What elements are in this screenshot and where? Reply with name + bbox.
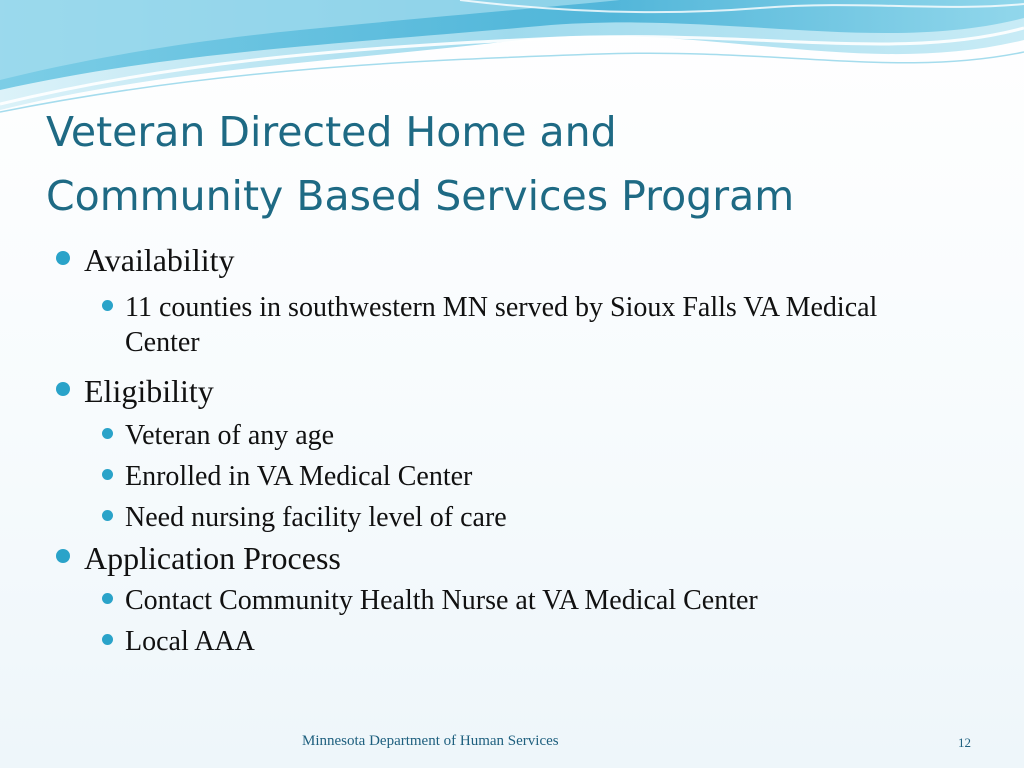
list-item (125, 290, 925, 360)
section-heading-application-process (84, 540, 341, 576)
bullet-icon (102, 300, 113, 311)
page-number: 12 (958, 735, 971, 750)
bullet-icon (56, 549, 70, 563)
section-heading-label: Availability (84, 242, 235, 278)
list-item-label: 11 counties in southwestern MN served by Sioux Falls VA Medical Center (125, 292, 878, 358)
section-heading-eligibility (84, 373, 214, 409)
slide-title-line-2: Community Based Services Program (46, 172, 795, 220)
bullet-icon (56, 251, 70, 265)
list-item-label: Veteran of any age (125, 420, 335, 451)
section-heading-label: Eligibility (84, 373, 214, 409)
list-item (125, 459, 472, 494)
bullet-icon (102, 510, 113, 521)
list-item-label: Enrolled in VA Medical Center (125, 461, 473, 492)
bullet-icon (102, 469, 113, 480)
section-heading-availability (84, 242, 234, 278)
list-item (125, 624, 255, 659)
list-item-label: Contact Community Health Nurse at VA Medical Center (125, 585, 758, 616)
section-heading-label: Application Process (84, 540, 341, 576)
bullet-icon (56, 382, 70, 396)
list-item (125, 583, 758, 618)
bullet-icon (102, 593, 113, 604)
bullet-icon (102, 634, 113, 645)
slide-title-line-1: Veteran Directed Home and (46, 108, 617, 156)
list-item-label: Local AAA (125, 626, 255, 657)
list-item (125, 500, 507, 535)
bullet-icon (102, 428, 113, 439)
list-item-label: Need nursing facility level of care (125, 502, 507, 533)
slide-footer: Minnesota Department of Human Services (302, 733, 559, 749)
list-item (125, 418, 334, 453)
